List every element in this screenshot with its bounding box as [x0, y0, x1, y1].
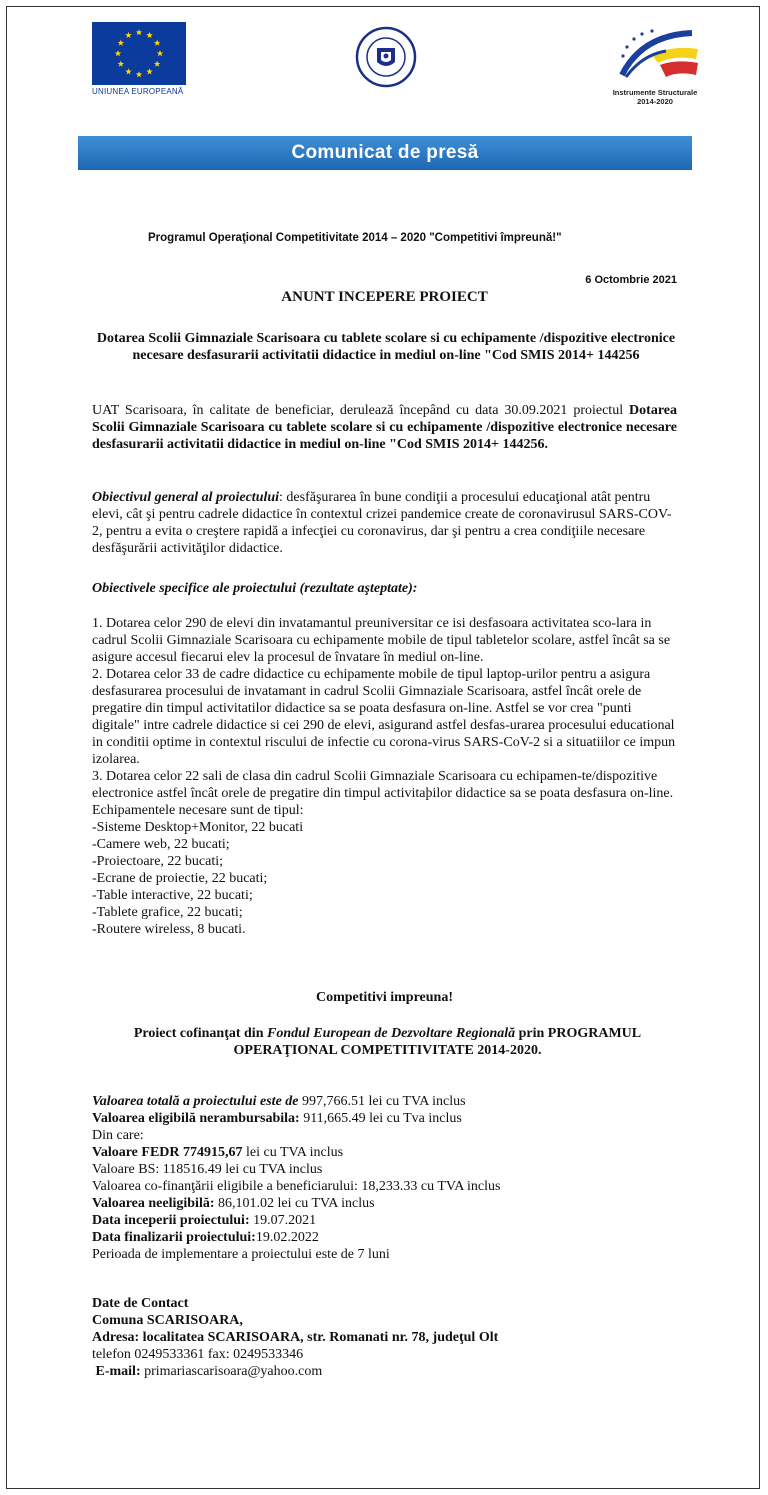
total-value: 997,766.51 lei cu TVA inclus	[298, 1094, 466, 1109]
implementation-period: Perioada de implementare a proiectului este de 7 luni	[92, 1247, 390, 1262]
eu-flag-logo	[92, 22, 186, 85]
equipment-item: -Camere web, 22 bucati;	[92, 837, 230, 852]
equipment-item: -Proiectoare, 22 bucati;	[92, 854, 224, 869]
total-value-label: Valoarea totală a proiectului este de	[92, 1094, 299, 1109]
project-title: Dotarea Scolii Gimnaziale Scarisoara cu tablete scolare si cu echipamente /dispozitive electronice necesare desfasurarii activitatii didactice in mediul on-line "Cod SMIS 2014+ 144256	[96, 331, 676, 363]
eligible-value: 911,665.49 lei cu Tva inclus	[299, 1111, 462, 1126]
release-date: 6 Octombrie 2021	[585, 274, 677, 286]
slogan: Competitivi impreuna!	[315, 990, 453, 1005]
end-date-label: Data finalizarii proiectului:	[92, 1230, 256, 1245]
specific-objectives-list	[92, 615, 677, 938]
general-objective-label: Obiectivul general al proiectului	[92, 490, 280, 505]
start-date: 19.07.2021	[249, 1213, 317, 1228]
email-label: E-mail:	[95, 1364, 141, 1379]
specific-objectives-heading: Obiectivele specifice ale proiectului (rezultate aşteptate):	[92, 581, 418, 596]
intro-project-name: Dotarea Scolii Gimnaziale Scarisoara cu tablete scolare si cu echipamente /dispozitive electronice necesare desfasurarii activitatii didactice in mediul on-line "Cod SMIS 2014+ 144256.	[92, 403, 677, 452]
general-objective	[92, 489, 677, 557]
press-release-banner: Comunicat de presă	[78, 136, 692, 170]
objective-item: 3. Dotarea celor 22 sali de clasa din cadrul Scolii Gimnaziale Scarisoara cu echipamen-te/dispozitive electronice astfel încât orele de pregatire din timpul activitaþilor didactice sa se poata desfasura on-line. Echipamentele necesare sunt de tipul:	[92, 769, 674, 818]
equipment-item: -Routere wireless, 8 bucati.	[92, 922, 246, 937]
contact-address: Adresa: localitatea SCARISOARA, str. Romanati nr. 78, judeţul Olt	[92, 1330, 499, 1345]
contact-heading: Date de Contact	[92, 1296, 189, 1311]
equipment-item: -Tablete grafice, 22 bucati;	[92, 905, 243, 920]
project-values	[92, 1093, 677, 1263]
fund-name: Fondul European de Dezvoltare Regională	[266, 1026, 516, 1041]
ineligible-value-label: Valoarea neeligibilă:	[92, 1196, 215, 1211]
program-line: Programul Operaţional Competitivitate 2014 – 2020 "Competitivi împreună!"	[148, 232, 562, 244]
cofinancing-value: Valoarea co-finanţării eligibile a beneficiarului: 18,233.33 cu TVA inclus	[92, 1179, 501, 1194]
end-date: 19.02.2022	[255, 1230, 319, 1245]
contact-block	[92, 1295, 677, 1380]
eu-label: UNIUNEA EUROPEANĂ	[92, 87, 184, 96]
government-seal-logo	[355, 26, 417, 88]
eligible-value-label: Valoarea eligibilă nerambursabila:	[92, 1111, 300, 1126]
intro-text: UAT Scarisoara, în calitate de beneficiar, derulează începând cu data 30.09.2021 proiectul	[92, 403, 624, 418]
contact-phone: telefon 0249533361 fax: 0249533346	[92, 1347, 304, 1362]
contact-org: Comuna SCARISOARA,	[92, 1313, 243, 1328]
instrumente-structurale-logo	[612, 25, 704, 87]
equipment-item: -Sisteme Desktop+Monitor, 22 bucati	[92, 820, 304, 835]
bs-value: Valoare BS: 118516.49 lei cu TVA inclus	[92, 1162, 323, 1177]
of-which-label: Din care:	[92, 1128, 144, 1143]
email-link[interactable]: primariascarisoara@yahoo.com	[140, 1364, 323, 1379]
equipment-item: -Table interactive, 22 bucati;	[92, 888, 253, 903]
equipment-item: -Ecrane de proiectie, 22 bucati;	[92, 871, 268, 886]
fedr-value-label: Valoare FEDR 774915,67	[92, 1145, 243, 1160]
fedr-value: lei cu TVA inclus	[242, 1145, 344, 1160]
objective-item: 2. Dotarea celor 33 de cadre didactice cu echipamente mobile de tipul laptop-urilor pentru a asigura desfasurarea procesului de invatamant in cadrul Scolii Gimnaziale Scarisoara, astfel încât orele de pregatire din timpul activitatilor didactice sa se poata desfasura on-line. Astfel se vor crea "punti digitale" intre cadrele didactice si cei 290 de elevi, asigurand astfel desfas-urarea procesului educational in conditii optime in contextul riscului de infectie cu corona-virus SARS-CoV-2 si a situatiilor ce impun izolarea.	[92, 667, 676, 767]
cofinance-statement: Proiect cofinanţat din Fondul European de Dezvoltare Regională prin PROGRAMUL OPERAŢIONAL COMPETITIVITATE 2014-2020.	[133, 1026, 642, 1058]
ineligible-value: 86,101.02 lei cu TVA inclus	[214, 1196, 375, 1211]
general-objective-text: : desfăşurarea în bune condiţii a procesului educaţional atât pentru elevi, cât şi pentru cadrele didactice în contextul crizei pandemice create de coronavirusul SARS-COV-2, pentru a evita o creştere rapidă a infecţiei cu coronavirus, dar şi pentru a crea condiţiile necesare desfăşurării activităţilor didactice.	[92, 490, 672, 556]
start-date-label: Data inceperii proiectului:	[92, 1213, 250, 1228]
instrumente-structurale-label: Instrumente Structurale 2014-2020	[612, 88, 698, 106]
document-title: ANUNT INCEPERE PROIECT	[281, 289, 488, 305]
objective-item: 1. Dotarea celor 290 de elevi din invatamantul preuniversitar ce isi desfasoara activitatea sco-lara in cadrul Scolii Gimnaziale Scarisoara cu echipamente mobile de tipul tabletelor scolare, astfel încât sa se asigure accesul fiecarui elev la procesul de învatare în mediul on-line.	[92, 616, 671, 665]
intro-paragraph	[92, 402, 677, 453]
